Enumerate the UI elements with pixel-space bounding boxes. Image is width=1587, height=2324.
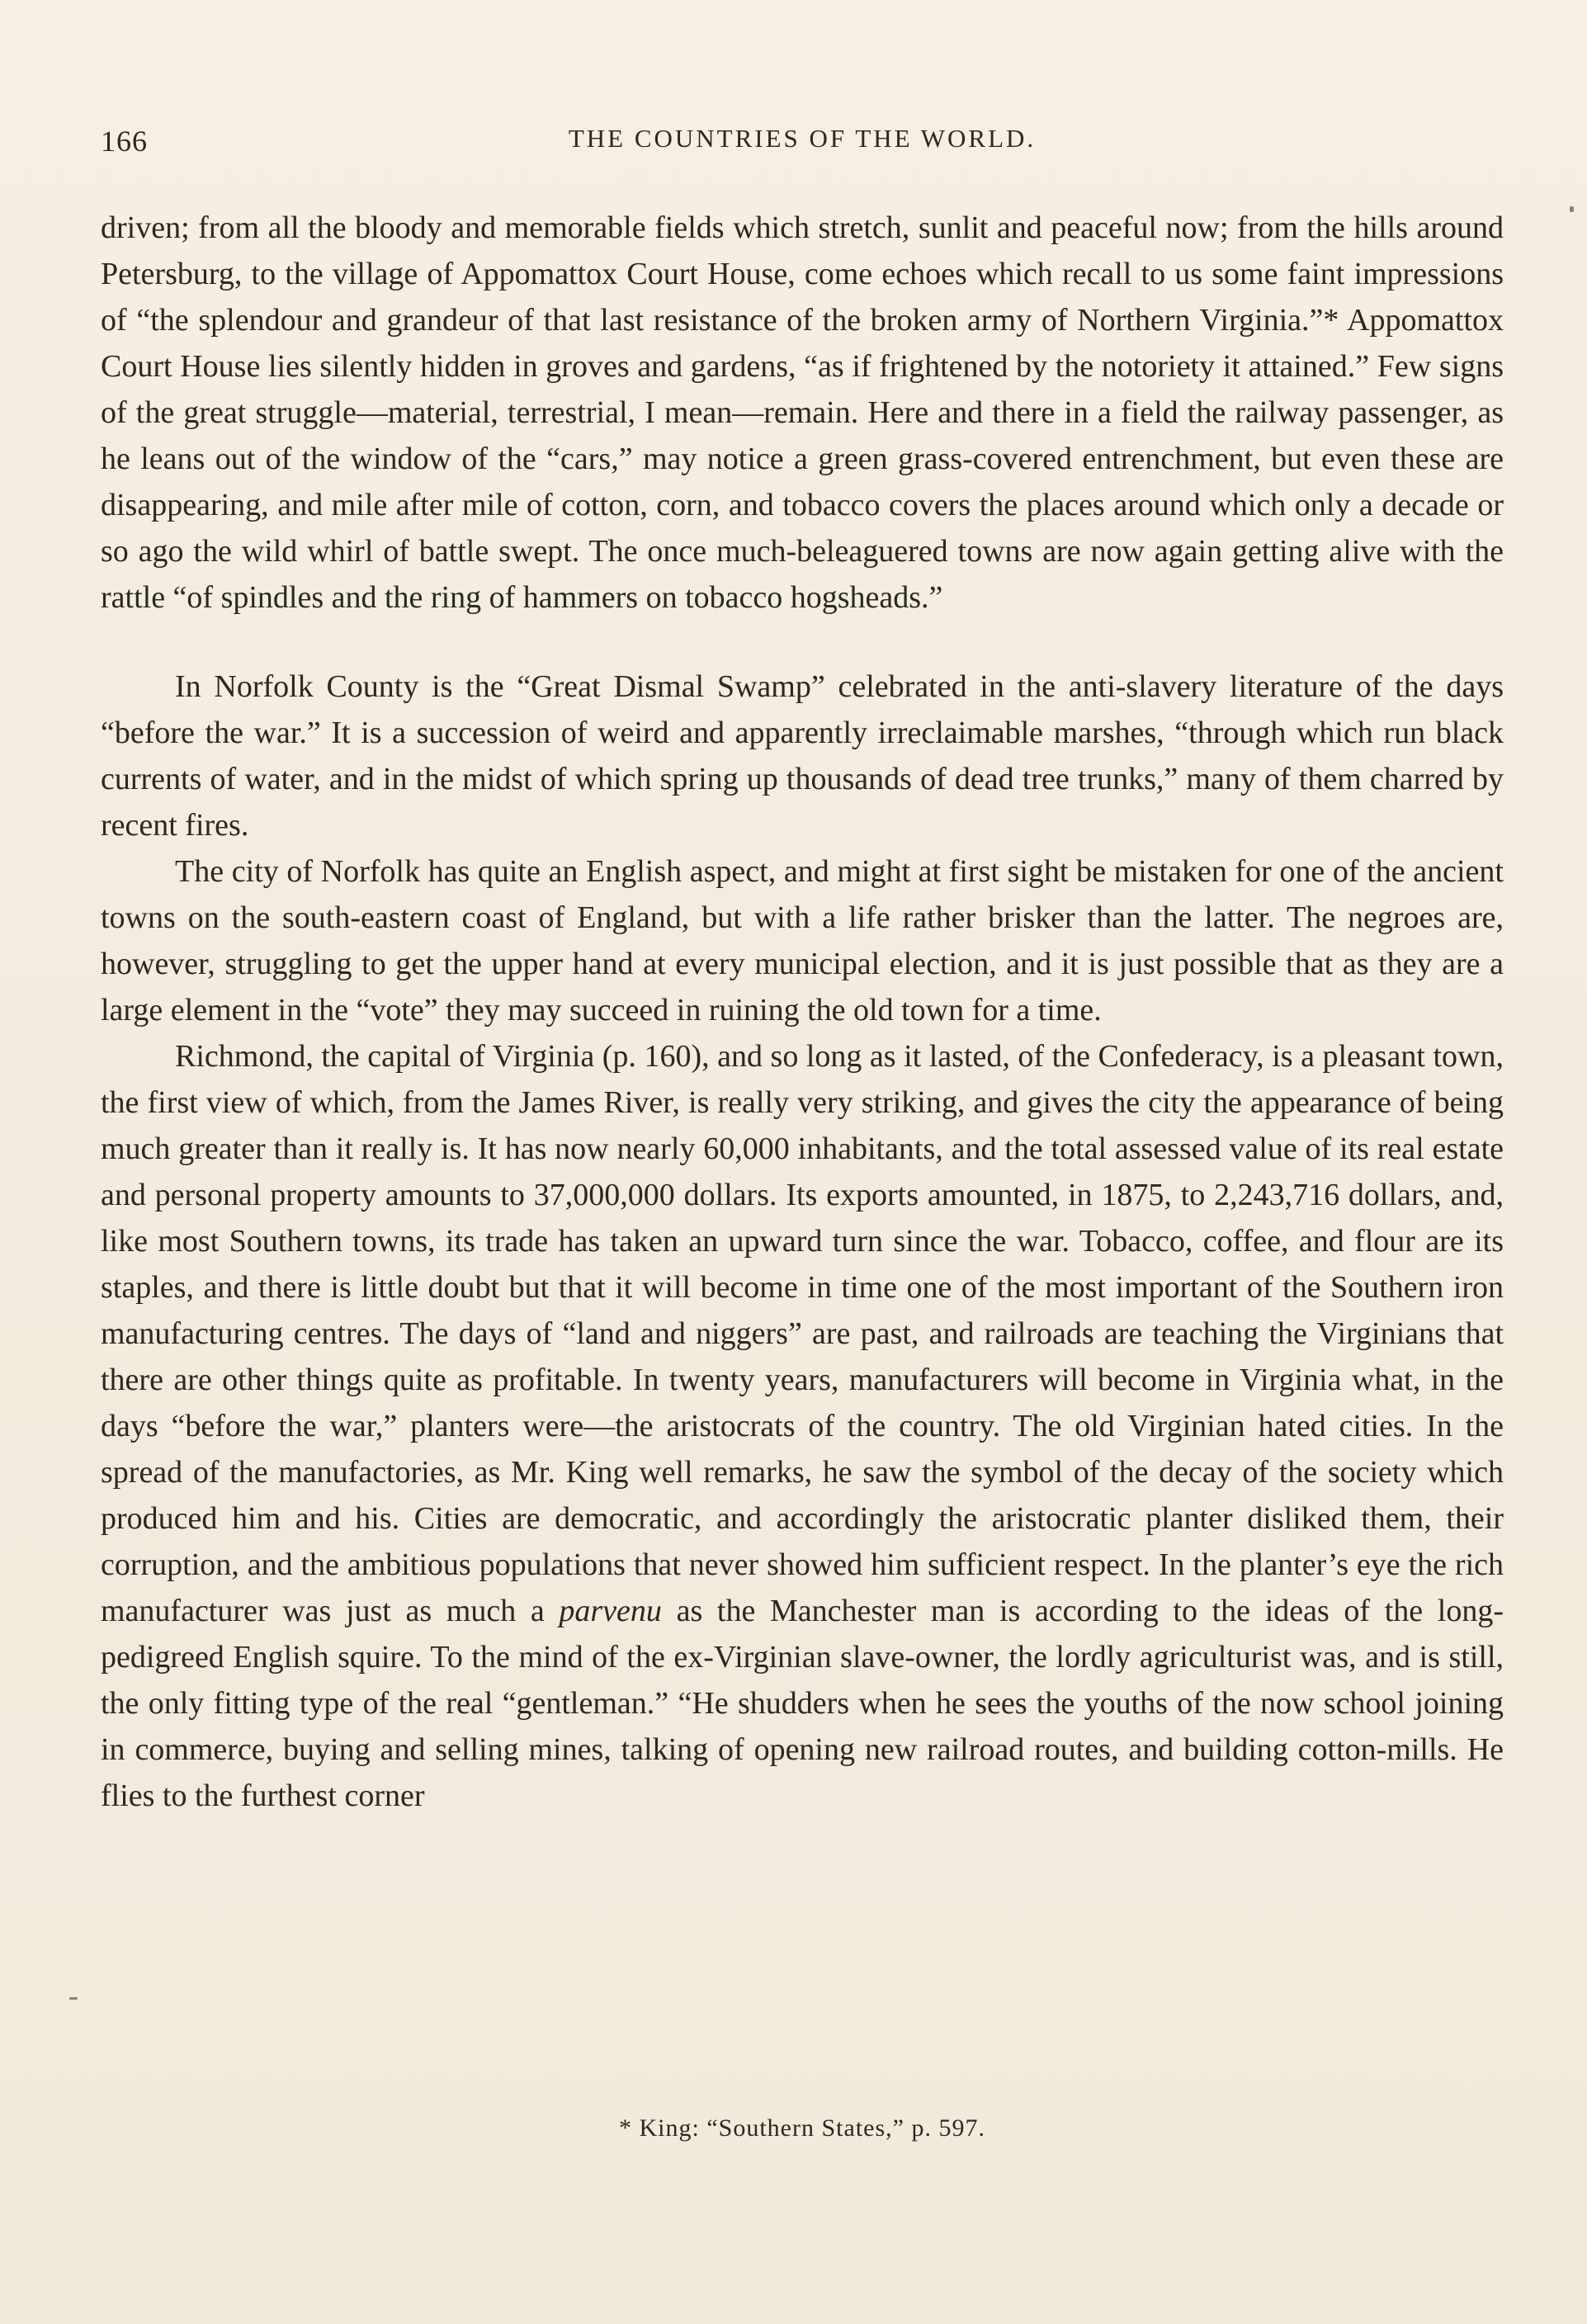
paragraph-norfolk: The city of Norfolk has quite an English aspect, and might at first sight be mistaken for one of the ancient towns on the south-eastern coast of England, but with a life rather brisker than the latter. The negroes are, however, struggling to get the upper hand at every municipal election, and it is just possible that as they are a large element in the “vote” they may succeed in ruining the old town for a time. xyxy=(101,854,1504,1027)
paragraph-richmond xyxy=(101,1033,1504,1819)
paragraph-richmond-part-2: as the Manchester man is according to the ideas of the long-pedigreed English squire. To the mind of the ex-Virginian slave-owner, the lordly agriculturist was, and is still, the only fitting type of the real “gentleman.” “He shudders when he sees the youths of the now school joining in commerce, buying and selling mines, talking of opening new railroad routes, and building cotton-mills. He flies to the furthest corner xyxy=(101,1594,1504,1813)
footnote: * King: “Southern States,” p. 597. xyxy=(619,2114,985,2142)
italic-word-parvenu: parvenu xyxy=(559,1594,662,1628)
margin-mark xyxy=(69,1997,78,2000)
running-head: THE COUNTRIES OF THE WORLD. xyxy=(568,124,1037,153)
page-number: 166 xyxy=(101,125,148,158)
page-header xyxy=(101,124,1504,165)
paragraph-richmond-part-1: Richmond, the capital of Virginia (p. 160), and so long as it lasted, of the Confederacy, is a pleasant town, the first view of which, from the James River, is really very striking, and gives the city the appearance of being much greater than it really is. It has now nearly 60,000 inhabitants, and the total assessed value of its real estate and personal property amounts to 37,000,000 dollars. Its exports amounted, in 1875, to 2,243,716 dollars, and, like most Southern towns, its trade has taken an upward turn since the war. Tobacco, coffee, and flour are its staples, and there is little doubt but that it will become in time one of the most important of the Southern iron manufacturing centres. The days of “land and niggers” are past, and railroads are teaching the Virginians that there are other things quite as profitable. In twenty years, manufacturers will become in Virginia what, in the days “before the war,” planters were—the aristocrats of the country. The old Virginian hated cities. In the spread of the manufactories, as Mr. King well remarks, he saw the symbol of the decay of the society which produced him and his. Cities are democratic, and accordingly the aristocratic planter disliked them, their corruption, and the ambitious populations that never showed him sufficient respect. In the planter’s eye the rich manufacturer was just as much a xyxy=(101,1039,1504,1628)
margin-mark xyxy=(1570,206,1574,212)
paragraph-dismal-swamp: In Norfolk County is the “Great Dismal Swamp” celebrated in the anti-slavery literature of the days “before the war.” It is a succession of weird and apparently irreclaimable marshes, “through which run black currents of water, and in the midst of which spring up thousands of dead tree trunks,” many of them charred by recent fires. xyxy=(101,669,1504,843)
paragraph-continued: driven; from all the bloody and memorable fields which stretch, sunlit and peaceful now; from the hills around Petersburg, to the village of Appomattox Court House, come echoes which recall to us some faint impressions of “the splendour and grandeur of that last resistance of the broken army of Northern Virginia.”* Appomattox Court House lies silently hidden in groves and gardens, “as if frightened by the notoriety it attained.” Few signs of the great struggle—material, terrestrial, I mean—remain. Here and there in a field the railway passenger, as he leans out of the window of the “cars,” may notice a green grass-covered entrenchment, but even these are disappearing, and mile after mile of cotton, corn, and tobacco covers the places around which only a decade or so ago the wild whirl of battle swept. The once much-beleaguered towns are now again getting alive with the rattle “of spindles and the ring of hammers on tobacco hogsheads.” xyxy=(101,210,1504,615)
body-text xyxy=(101,205,1504,1819)
